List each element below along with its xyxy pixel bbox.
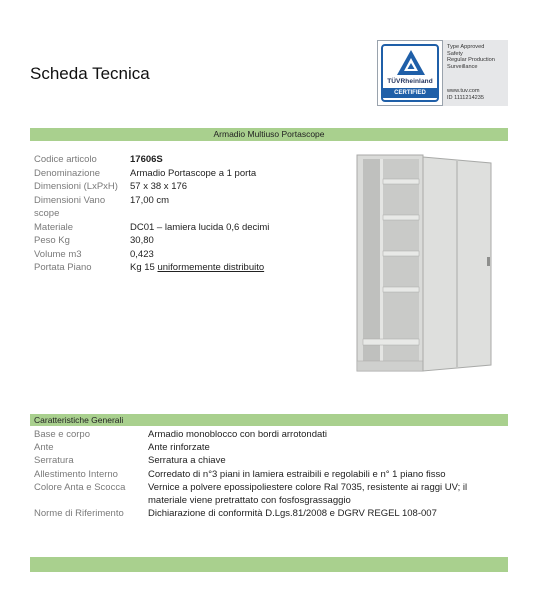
general-row: [34, 481, 498, 507]
spec-label: Dimensioni Vano scope: [34, 194, 106, 219]
tuv-logo: [377, 40, 443, 106]
spec-value: [130, 261, 264, 275]
spec-value: 57 x 38 x 176: [130, 181, 188, 192]
spec-row: [34, 248, 269, 262]
spec-row: [34, 234, 269, 248]
general-features-bar: Caratteristiche Generali: [30, 414, 508, 426]
badge-line: Surveillance: [447, 63, 478, 70]
spec-label: Denominazione: [34, 167, 101, 179]
general-value: Armadio monoblocco con bordi arrotondati: [148, 429, 328, 440]
tuv-brand-text: TÜVRheinland: [387, 78, 433, 85]
spec-row: [34, 194, 269, 221]
footer-bar: [30, 557, 508, 572]
tuv-certification-badge: [377, 40, 508, 106]
general-label: Colore Anta e Scocca: [34, 481, 126, 493]
general-features-table: [34, 428, 498, 520]
page-title: Scheda Tecnica: [30, 64, 150, 83]
spec-row: [34, 180, 269, 194]
tuv-triangle-icon: [396, 49, 426, 77]
load-underlined: uniformemente distribuito: [157, 262, 265, 273]
cabinet-image: [355, 153, 495, 375]
certified-label: CERTIFIED: [383, 88, 437, 98]
spec-value: Armadio Portascope a 1 porta: [130, 167, 257, 179]
spec-value: DC01 – lamiera lucida 0,6 decimi: [130, 221, 270, 233]
general-label: Base e corpo: [34, 429, 90, 440]
spec-label: Peso Kg: [34, 235, 70, 246]
general-row: [34, 507, 498, 520]
spec-row: [34, 261, 269, 275]
spec-row: [34, 167, 269, 181]
spec-value: 30,80: [130, 235, 154, 246]
general-label: Allestimento Interno: [34, 468, 118, 480]
general-label: Serratura: [34, 455, 74, 467]
spec-label: Volume m3: [34, 248, 82, 260]
badge-line: Safety: [447, 50, 463, 57]
general-label: Norme di Riferimento: [34, 508, 124, 520]
general-value: Serratura a chiave: [148, 455, 226, 467]
general-row: [34, 441, 498, 454]
spec-value: 17,00 cm: [130, 194, 170, 206]
spec-row: [34, 153, 269, 167]
badge-line: Type Approved: [447, 44, 485, 50]
load-prefix: Kg 15: [130, 262, 158, 273]
spec-label: Portata Piano: [34, 262, 92, 273]
product-title-bar: Armadio Multiuso Portascope: [30, 128, 508, 141]
badge-website: www.tuv.com: [447, 88, 480, 94]
general-value: Vernice a polvere epossipoliestere colore Ral 7035, resistente ai raggi UV; il materiale viene pretrattato con fosfosgrassaggio: [148, 481, 468, 507]
general-value: Dichiarazione di conformità D.Lgs.81/2008 e DGRV REGEL 108-007: [148, 508, 437, 520]
general-row: [34, 454, 498, 467]
badge-line: Regular Production: [447, 57, 495, 63]
spec-label: Codice articolo: [34, 154, 97, 165]
badge-id: ID 1111214235: [447, 94, 485, 101]
spec-row: [34, 221, 269, 235]
spec-label: Dimensioni (LxPxH): [34, 181, 118, 192]
general-label: Ante: [34, 442, 54, 454]
general-row: [34, 428, 498, 441]
general-value: Ante rinforzate: [148, 442, 210, 454]
general-value: Corredato di n°3 piani in lamiera estraibili e regolabili e n° 1 piano fisso: [148, 468, 446, 480]
spec-value: 17606S: [130, 154, 163, 165]
general-row: [34, 468, 498, 481]
spec-table: [34, 153, 269, 275]
spec-label: Materiale: [34, 221, 74, 233]
tuv-info-panel: [443, 40, 508, 106]
spec-value: 0,423: [130, 248, 154, 260]
